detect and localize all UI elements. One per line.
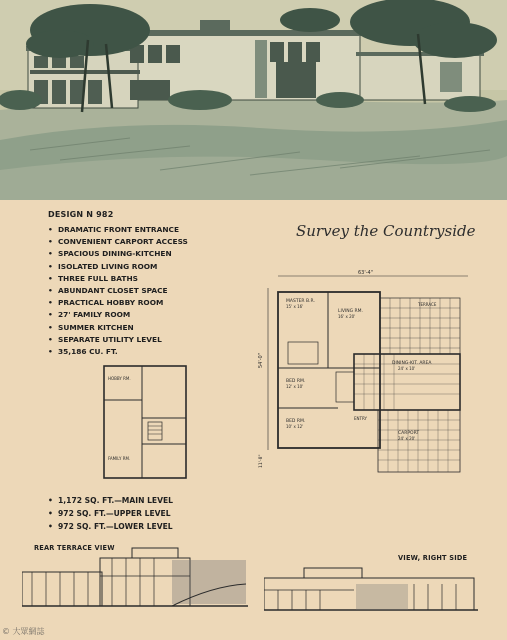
- side-dimension: 11'-8": [259, 454, 264, 468]
- right-side-elevation-drawing: [264, 564, 478, 612]
- terrace-label: TERRACE: [418, 302, 437, 307]
- entry-label: ENTRY: [354, 416, 367, 421]
- feature-list: [48, 224, 188, 358]
- feature-item: • DRAMATIC FRONT ENTRANCE: [48, 224, 188, 236]
- feature-item: • 35,186 CU. FT.: [48, 346, 188, 358]
- area-item: • 972 SQ. FT.—LOWER LEVEL: [48, 520, 173, 533]
- house-sketch-image: [0, 0, 507, 200]
- feature-item: • THREE FULL BATHS: [48, 273, 188, 285]
- master-br-size: 15' x 16': [286, 304, 304, 309]
- hobby-room-label: HOBBY RM.: [108, 376, 131, 381]
- bed-room-1-label: BED RM.: [286, 379, 306, 384]
- script-heading: Survey the Countryside: [296, 222, 476, 240]
- rear-elevation-label: REAR TERRACE VIEW: [34, 544, 115, 552]
- bed-room-1-size: 12' x 10': [286, 384, 304, 389]
- depth-dimension: 54'-0": [258, 352, 264, 368]
- family-room-label: FAMILY RM.: [108, 456, 131, 461]
- area-item: • 972 SQ. FT.—UPPER LEVEL: [48, 507, 173, 520]
- design-number: DESIGN N 982: [48, 210, 114, 219]
- bed-room-2-label: BED RM.: [286, 419, 306, 424]
- lower-level-plan: [96, 360, 196, 486]
- feature-item: • 27' FAMILY ROOM: [48, 309, 188, 321]
- main-level-plan: [258, 268, 490, 490]
- area-item: • 1,172 SQ. FT.—MAIN LEVEL: [48, 494, 173, 507]
- dining-kitchen-size: 24' x 10': [398, 366, 416, 371]
- carport-size: 24' x 20': [398, 436, 416, 441]
- feature-item: • PRACTICAL HOBBY ROOM: [48, 297, 188, 309]
- feature-item: • ABUNDANT CLOSET SPACE: [48, 285, 188, 297]
- dining-kitchen-label: DINING-KIT. AREA: [392, 361, 432, 366]
- feature-item: • SUMMER KITCHEN: [48, 322, 188, 334]
- area-summary: [48, 494, 173, 533]
- feature-item: • ISOLATED LIVING ROOM: [48, 261, 188, 273]
- house-illustration: [0, 0, 507, 200]
- feature-item: • SEPARATE UTILITY LEVEL: [48, 334, 188, 346]
- carport-label: CARPORT: [398, 431, 420, 436]
- living-room-label: LIVING RM.: [338, 309, 363, 314]
- width-dimension: 63'-4": [358, 270, 374, 276]
- living-room-size: 16' x 20': [338, 314, 356, 319]
- master-br-label: MASTER B.R.: [286, 299, 315, 304]
- feature-item: • SPACIOUS DINING-KITCHEN: [48, 248, 188, 260]
- watermark: © 大眾網誌: [2, 627, 45, 636]
- bed-room-2-size: 10' x 12': [286, 424, 304, 429]
- plan-section: [0, 200, 507, 640]
- feature-item: • CONVENIENT CARPORT ACCESS: [48, 236, 188, 248]
- right-elevation-label: VIEW, RIGHT SIDE: [398, 554, 468, 562]
- rear-elevation-drawing: [22, 546, 248, 612]
